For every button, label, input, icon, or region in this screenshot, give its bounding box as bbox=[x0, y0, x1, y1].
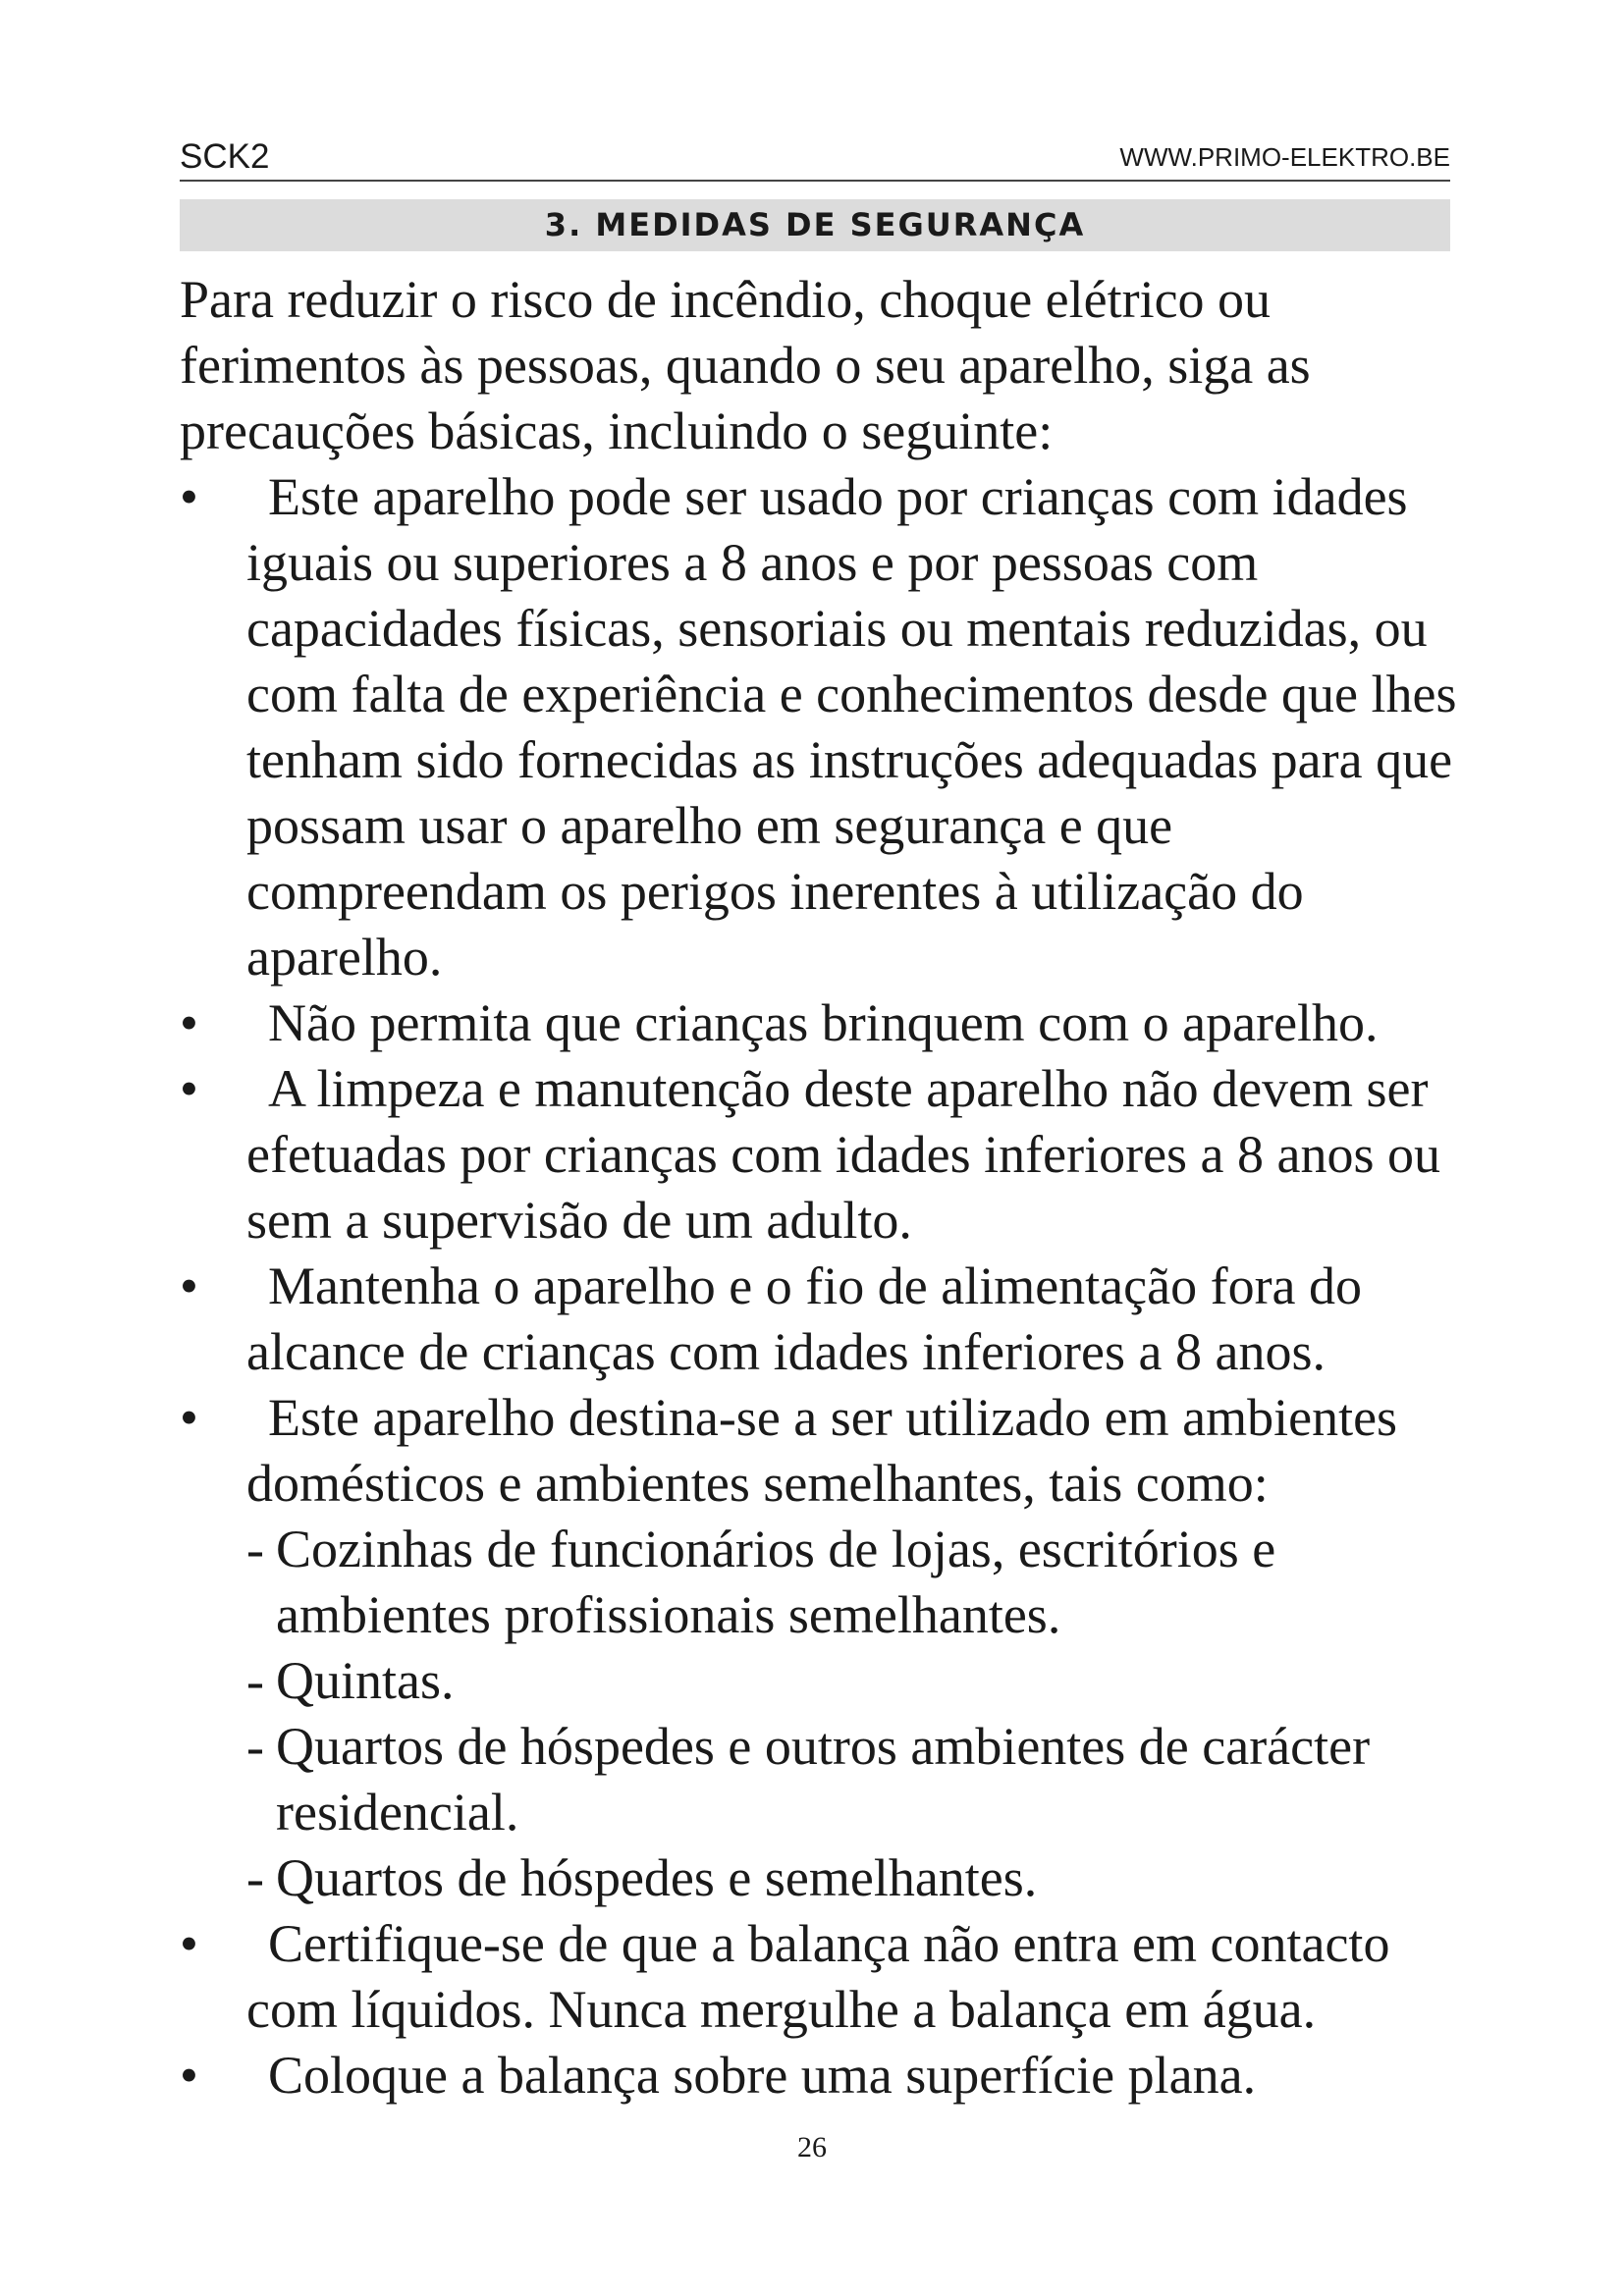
document-body bbox=[180, 267, 1466, 2109]
sub-item-text: Quartos de hóspedes e outros ambientes de carácter residencial. bbox=[276, 1717, 1371, 1842]
header-divider bbox=[180, 180, 1450, 182]
sub-item bbox=[180, 1517, 1466, 1648]
bullet-icon: • bbox=[180, 1388, 198, 1447]
intro-paragraph: Para reduzir o risco de incêndio, choque elétrico ou ferimentos às pessoas, quando o seu aparelho, siga as precauções básicas, incluindo o seguinte: bbox=[180, 270, 1311, 460]
bullet-icon: • bbox=[180, 467, 198, 526]
header-website: WWW.PRIMO-ELEKTRO.BE bbox=[1119, 142, 1450, 172]
header-model: SCK2 bbox=[180, 137, 270, 176]
dash-icon: - bbox=[246, 1651, 264, 1710]
sub-item-text: Quintas. bbox=[276, 1651, 455, 1710]
sub-item bbox=[180, 1714, 1466, 1845]
bullet-item bbox=[180, 1056, 1466, 1254]
bullet-icon: • bbox=[180, 1256, 198, 1315]
dash-icon: - bbox=[246, 1848, 264, 1907]
sub-item-text: Cozinhas de funcionários de lojas, escritórios e ambientes profissionais semelhantes. bbox=[276, 1520, 1276, 1644]
bullet-icon: • bbox=[180, 1059, 198, 1118]
bullet-item bbox=[180, 1254, 1466, 1385]
bullet-icon: • bbox=[180, 1914, 198, 1973]
bullet-text: Não permita que crianças brinquem com o aparelho. bbox=[268, 993, 1379, 1052]
bullet-text: Coloque a balança sobre uma superfície plana. bbox=[268, 2046, 1257, 2105]
bullet-icon: • bbox=[180, 993, 198, 1052]
bullet-item bbox=[180, 1911, 1466, 2043]
bullet-text: Certifique-se de que a balança não entra em contacto com líquidos. Nunca mergulhe a balança em água. bbox=[246, 1914, 1390, 2039]
bullet-item bbox=[180, 464, 1466, 990]
sub-item bbox=[180, 1648, 1466, 1714]
bullet-text: Este aparelho pode ser usado por crianças com idades iguais ou superiores a 8 anos e por pessoas com capacidades físicas, sensoriais ou mentais reduzidas, ou com falta de experiência e conhecimentos desde que lhes tenham sido fornecidas as instruções adequadas para que possam usar o aparelho em segurança e que compreendam os perigos inerentes à utilização do aparelho. bbox=[246, 467, 1457, 987]
bullet-text: A limpeza e manutenção deste aparelho não devem ser efetuadas por crianças com idades inferiores a 8 anos ou sem a supervisão de um adulto. bbox=[246, 1059, 1441, 1250]
bullet-item bbox=[180, 1385, 1466, 1517]
bullet-item bbox=[180, 2043, 1466, 2109]
bullet-text: Este aparelho destina-se a ser utilizado em ambientes domésticos e ambientes semelhantes, tais como: bbox=[246, 1388, 1398, 1513]
page-number: 26 bbox=[797, 2131, 827, 2163]
sub-item-text: Quartos de hóspedes e semelhantes. bbox=[276, 1848, 1038, 1907]
bullet-text: Mantenha o aparelho e o fio de alimentação fora do alcance de crianças com idades inferiores a 8 anos. bbox=[246, 1256, 1363, 1381]
section-title: 3. MEDIDAS DE SEGURANÇA bbox=[180, 199, 1450, 251]
dash-icon: - bbox=[246, 1717, 264, 1776]
bullet-icon: • bbox=[180, 2046, 198, 2105]
bullet-item bbox=[180, 990, 1466, 1056]
dash-icon: - bbox=[246, 1520, 264, 1578]
sub-item bbox=[180, 1845, 1466, 1911]
